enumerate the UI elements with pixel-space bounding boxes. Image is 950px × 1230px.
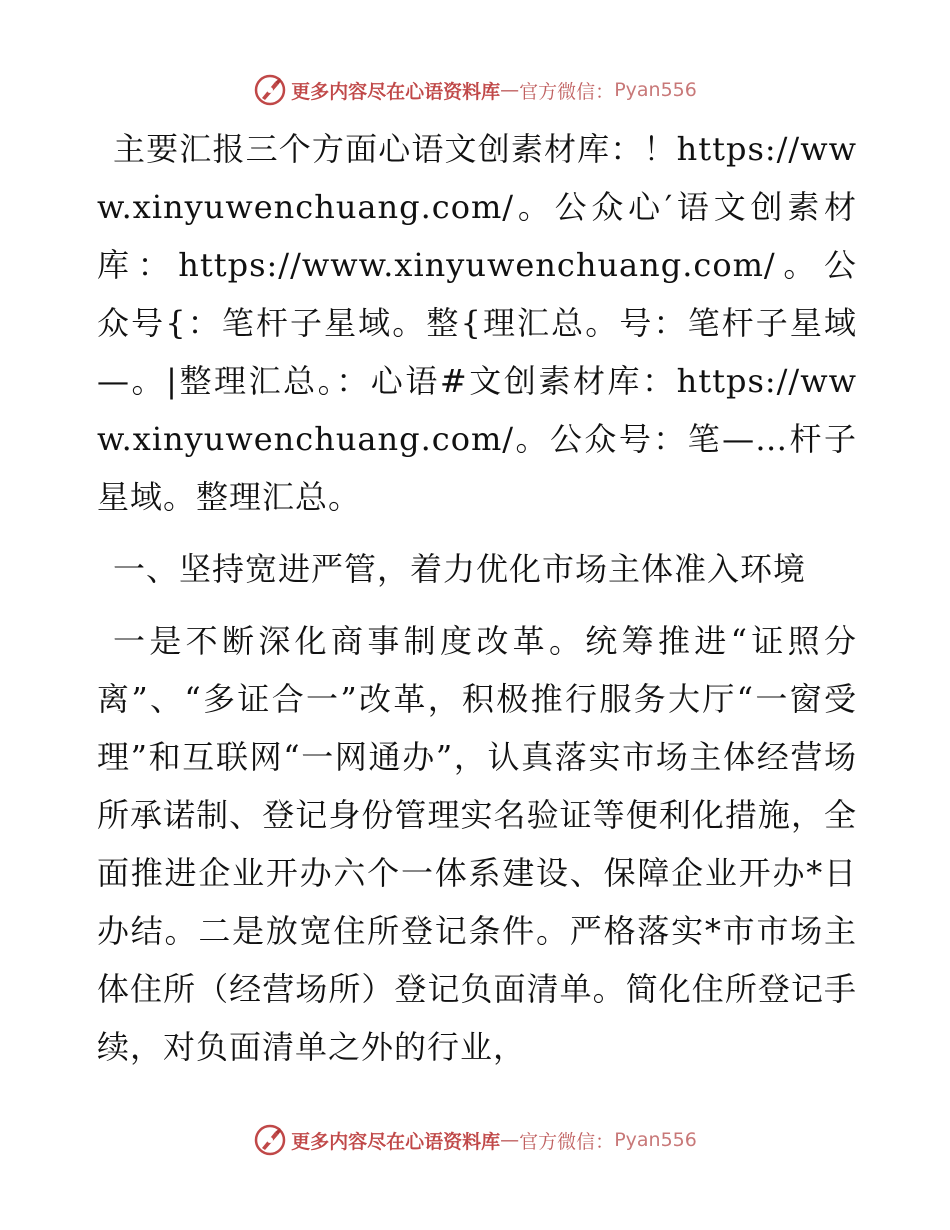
watermark-official-label: 官方微信： <box>519 1130 615 1153</box>
section-heading: 一、坚持宽进严管，着力优化市场主体准入环境 <box>113 550 807 588</box>
watermark-wechat-id: Pyan556 <box>614 79 697 101</box>
watermark-wechat-id: Pyan556 <box>614 1129 697 1151</box>
watermark-header <box>0 70 950 110</box>
watermark-brand: 更多内容尽在心语资料库 <box>291 80 501 103</box>
watermark-official-label: 官方微信： <box>519 80 615 103</box>
watermark-footer <box>0 1120 950 1160</box>
body-paragraph: 一是不断深化商事制度改革。统筹推进“证照分离”、“多证合一”改革，积极推行服务大厅“一窗受理”和互联网“一网通办”，认真落实市场主体经营场所承诺制、登记身份管理实名验证等便利化措施，全面推进企业开办六个一体系建设、保障企业开办*日办结。二是放宽住所登记条件。严格落实*市市场主体住所（经营场所）登记负面清单。简化住所登记手续，对负面清单之外的行业， <box>97 622 857 1066</box>
quill-pen-logo-icon <box>253 73 287 107</box>
quill-pen-logo-icon <box>253 1123 287 1157</box>
watermark-dash: — <box>500 1129 520 1151</box>
intro-paragraph: 主要汇报三个方面心语文创素材库：！https://www.xinyuwenchuang.com/。公众心′语文创素材库：https://www.xinyuwenchuang.com/。公众号{：笔杆子星域。整{理汇总。号：笔杆子星域—。|整理汇总。：心语#文创素材库：https://www.xinyuwenchuang.com/。公众号：笔—…杆子星域。整理汇总。 <box>97 130 857 516</box>
watermark-brand: 更多内容尽在心语资料库 <box>291 1130 501 1153</box>
document-body <box>97 120 857 1076</box>
watermark-dash: — <box>500 79 520 101</box>
